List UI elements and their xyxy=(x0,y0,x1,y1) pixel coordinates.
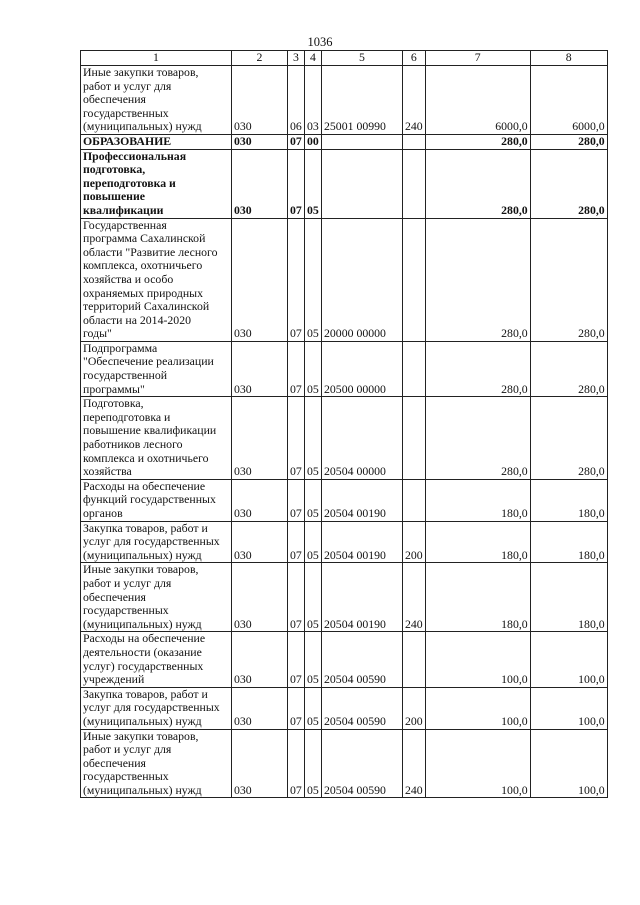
subsection-cell: 03 xyxy=(305,66,322,135)
target-article-cell: 20500 00000 xyxy=(322,341,403,396)
ved-cell: 030 xyxy=(232,687,288,729)
amount-cell: 100,0 xyxy=(530,687,607,729)
table-row xyxy=(81,341,608,396)
amount-cell: 280,0 xyxy=(530,149,607,218)
expense-type-cell xyxy=(403,479,426,521)
amount-cell: 100,0 xyxy=(425,687,530,729)
table-row xyxy=(81,479,608,521)
subsection-cell: 05 xyxy=(305,397,322,480)
expense-type-cell: 240 xyxy=(403,563,426,632)
name-cell: Подготовка, переподготовка и повышение квалификации работников лесного комплекса и охотничьего хозяйства xyxy=(81,397,232,480)
amount-cell: 280,0 xyxy=(425,149,530,218)
ved-cell: 030 xyxy=(232,563,288,632)
column-header: 3 xyxy=(288,51,305,66)
column-header: 6 xyxy=(403,51,426,66)
name-cell: Закупка товаров, работ и услуг для государственных (муниципальных) нужд xyxy=(81,521,232,563)
amount-cell: 100,0 xyxy=(425,729,530,798)
column-header: 2 xyxy=(232,51,288,66)
subsection-cell: 05 xyxy=(305,479,322,521)
ved-cell: 030 xyxy=(232,341,288,396)
column-header: 7 xyxy=(425,51,530,66)
name-cell: Иные закупки товаров, работ и услуг для обеспечения государственных (муниципальных) нужд xyxy=(81,563,232,632)
amount-cell: 280,0 xyxy=(530,218,607,341)
ved-cell: 030 xyxy=(232,218,288,341)
table-row xyxy=(81,218,608,341)
target-article-cell: 20504 00590 xyxy=(322,687,403,729)
budget-table xyxy=(80,50,608,798)
section-cell: 06 xyxy=(288,66,305,135)
section-cell: 07 xyxy=(288,134,305,149)
target-article-cell: 20504 00190 xyxy=(322,479,403,521)
expense-type-cell: 240 xyxy=(403,729,426,798)
section-cell: 07 xyxy=(288,632,305,687)
ved-cell: 030 xyxy=(232,632,288,687)
target-article-cell: 20504 00590 xyxy=(322,632,403,687)
amount-cell: 6000,0 xyxy=(425,66,530,135)
name-cell: Подпрограмма "Обеспечение реализации государственной программы" xyxy=(81,341,232,396)
target-article-cell: 20504 00190 xyxy=(322,521,403,563)
subsection-cell: 05 xyxy=(305,632,322,687)
section-cell: 07 xyxy=(288,563,305,632)
target-article-cell xyxy=(322,134,403,149)
amount-cell: 280,0 xyxy=(530,397,607,480)
table-row xyxy=(81,563,608,632)
expense-type-cell xyxy=(403,632,426,687)
amount-cell: 180,0 xyxy=(530,521,607,563)
ved-cell: 030 xyxy=(232,521,288,563)
subsection-cell: 05 xyxy=(305,687,322,729)
amount-cell: 180,0 xyxy=(425,521,530,563)
ved-cell: 030 xyxy=(232,479,288,521)
section-cell: 07 xyxy=(288,149,305,218)
amount-cell: 180,0 xyxy=(530,479,607,521)
section-cell: 07 xyxy=(288,341,305,396)
target-article-cell: 25001 00990 xyxy=(322,66,403,135)
expense-type-cell xyxy=(403,134,426,149)
column-header: 5 xyxy=(322,51,403,66)
page-number: 1036 xyxy=(307,35,333,49)
name-cell: Иные закупки товаров, работ и услуг для обеспечения государственных (муниципальных) нужд xyxy=(81,66,232,135)
amount-cell: 180,0 xyxy=(530,563,607,632)
amount-cell: 280,0 xyxy=(425,341,530,396)
name-cell: Иные закупки товаров, работ и услуг для обеспечения государственных (муниципальных) нужд xyxy=(81,729,232,798)
amount-cell: 280,0 xyxy=(425,218,530,341)
ved-cell: 030 xyxy=(232,66,288,135)
column-header: 4 xyxy=(305,51,322,66)
subsection-cell: 05 xyxy=(305,521,322,563)
target-article-cell: 20504 00190 xyxy=(322,563,403,632)
amount-cell: 100,0 xyxy=(530,729,607,798)
table-row xyxy=(81,632,608,687)
table-row xyxy=(81,66,608,135)
ved-cell: 030 xyxy=(232,397,288,480)
name-cell: Расходы на обеспечение функций государственных органов xyxy=(81,479,232,521)
name-cell: Государственная программа Сахалинской области "Развитие лесного комплекса, охотничьего хозяйства и особо охраняемых природных территорий Сахалинской области на 2014-2020 годы" xyxy=(81,218,232,341)
subsection-cell: 05 xyxy=(305,729,322,798)
name-cell: Расходы на обеспечение деятельности (оказание услуг) государственных учреждений xyxy=(81,632,232,687)
amount-cell: 180,0 xyxy=(425,479,530,521)
subsection-cell: 00 xyxy=(305,134,322,149)
expense-type-cell xyxy=(403,341,426,396)
target-article-cell: 20504 00000 xyxy=(322,397,403,480)
table-row xyxy=(81,521,608,563)
table-row xyxy=(81,149,608,218)
subsection-cell: 05 xyxy=(305,341,322,396)
subsection-cell: 05 xyxy=(305,563,322,632)
subsection-cell: 05 xyxy=(305,218,322,341)
section-cell: 07 xyxy=(288,397,305,480)
expense-type-cell: 200 xyxy=(403,687,426,729)
section-cell: 07 xyxy=(288,729,305,798)
expense-type-cell xyxy=(403,218,426,341)
name-cell: Профессиональная подготовка, переподготовка и повышение квалификации xyxy=(81,149,232,218)
table-row xyxy=(81,397,608,480)
column-header: 1 xyxy=(81,51,232,66)
ved-cell: 030 xyxy=(232,729,288,798)
amount-cell: 100,0 xyxy=(530,632,607,687)
amount-cell: 6000,0 xyxy=(530,66,607,135)
ved-cell: 030 xyxy=(232,134,288,149)
target-article-cell xyxy=(322,149,403,218)
ved-cell: 030 xyxy=(232,149,288,218)
name-cell: Закупка товаров, работ и услуг для государственных (муниципальных) нужд xyxy=(81,687,232,729)
amount-cell: 280,0 xyxy=(530,134,607,149)
amount-cell: 100,0 xyxy=(425,632,530,687)
target-article-cell: 20000 00000 xyxy=(322,218,403,341)
section-cell: 07 xyxy=(288,218,305,341)
section-cell: 07 xyxy=(288,479,305,521)
expense-type-cell: 200 xyxy=(403,521,426,563)
amount-cell: 180,0 xyxy=(425,563,530,632)
table-row xyxy=(81,687,608,729)
table-row xyxy=(81,134,608,149)
section-cell: 07 xyxy=(288,687,305,729)
amount-cell: 280,0 xyxy=(530,341,607,396)
table-row xyxy=(81,729,608,798)
subsection-cell: 05 xyxy=(305,149,322,218)
expense-type-cell: 240 xyxy=(403,66,426,135)
amount-cell: 280,0 xyxy=(425,397,530,480)
header-row xyxy=(81,51,608,66)
section-cell: 07 xyxy=(288,521,305,563)
expense-type-cell xyxy=(403,397,426,480)
name-cell: ОБРАЗОВАНИЕ xyxy=(81,134,232,149)
column-header: 8 xyxy=(530,51,607,66)
expense-type-cell xyxy=(403,149,426,218)
amount-cell: 280,0 xyxy=(425,134,530,149)
target-article-cell: 20504 00590 xyxy=(322,729,403,798)
